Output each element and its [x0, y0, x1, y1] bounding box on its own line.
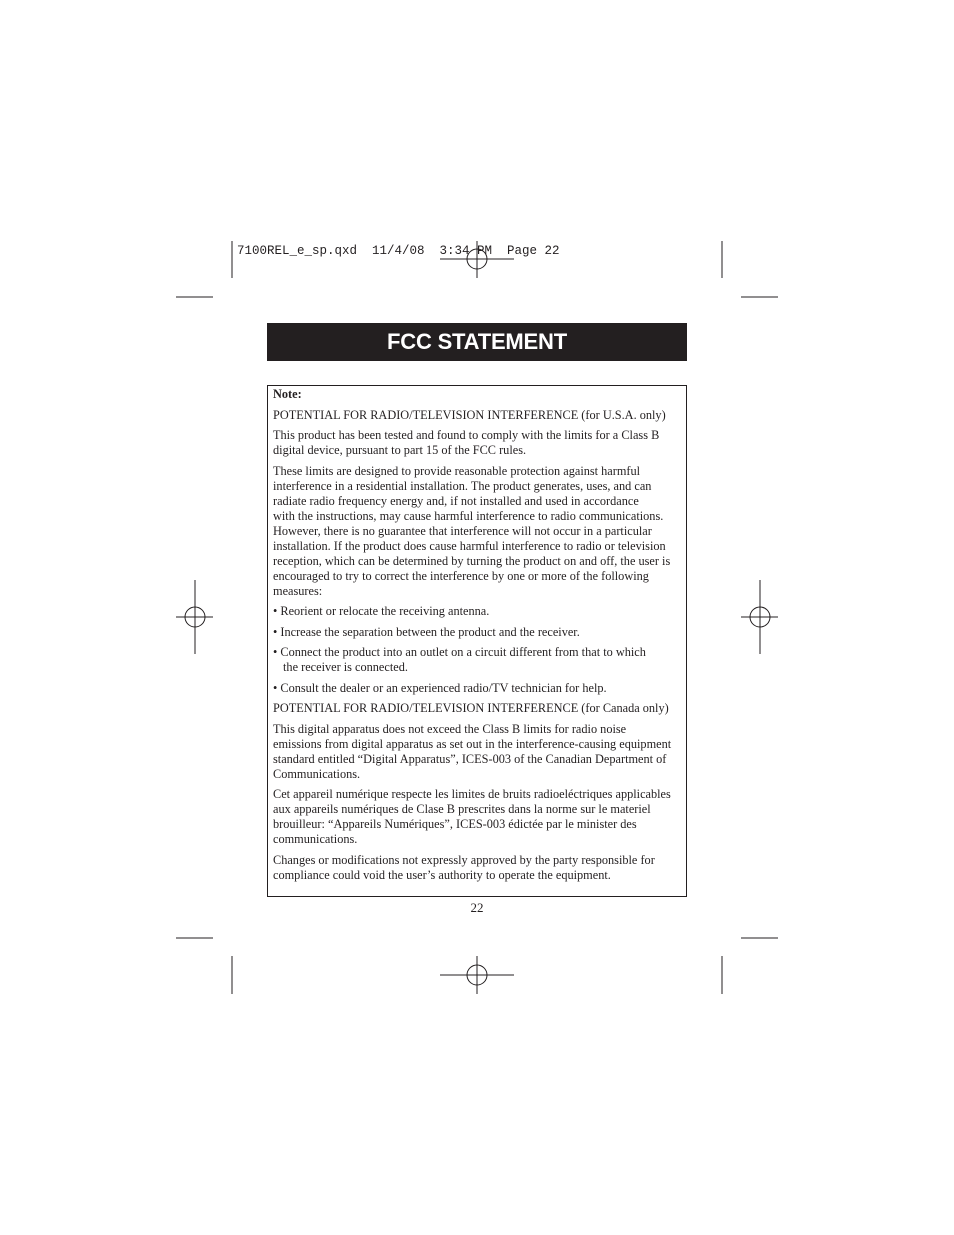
text-line: encouraged to try to correct the interference by one or more of the following — [273, 568, 649, 583]
closing-paragraph — [273, 853, 685, 883]
note-label-block — [273, 387, 685, 402]
bullet-text-line: • Consult the dealer or an experienced radio/TV technician for help. — [273, 680, 607, 695]
text-line: installation. If the product does cause harmful interference to radio or television — [273, 538, 666, 553]
canada-heading-block — [273, 701, 685, 716]
us-heading: POTENTIAL FOR RADIO/TELEVISION INTERFERENCE (for U.S.A. only) — [273, 407, 666, 422]
canada-paragraph-french — [273, 787, 685, 847]
canada-paragraph-english — [273, 722, 685, 782]
note-label: Note: — [273, 387, 302, 401]
text-line: reception, which can be determined by turning the product on and off, the user is — [273, 553, 671, 568]
text-line: Cet appareil numérique respecte les limites de bruits radioeléctriques applicables — [273, 787, 671, 801]
text-line: emissions from digital apparatus as set out in the interference-causing equipment — [273, 736, 672, 751]
text-line: radiate radio frequency energy and, if not installed and used in accordance — [273, 493, 639, 508]
text-line: aux appareils numériques de Clase B prescrites dans la norme sur le materiel — [273, 802, 651, 816]
measure-item-consult — [273, 681, 685, 696]
canada-heading: POTENTIAL FOR RADIO/TELEVISION INTERFERENCE (for Canada only) — [273, 701, 669, 715]
measure-item-outlet — [273, 645, 685, 675]
text-line: digital device, pursuant to part 15 of the FCC rules. — [273, 443, 527, 457]
measure-item-reorient — [273, 604, 685, 619]
registration-mark-bottom — [440, 956, 514, 994]
text-line: Changes or modifications not expressly approved by the party responsible for — [273, 852, 655, 867]
text-line: with the instructions, may cause harmful interference to radio communications. — [273, 508, 664, 523]
text-line: measures: — [273, 583, 323, 598]
text-line: compliance could void the user’s authority to operate the equipment. — [273, 867, 611, 882]
page-title: FCC STATEMENT — [387, 329, 567, 354]
text-line: interference in a residential installation. The product generates, uses, and can — [273, 478, 652, 493]
text-line: Communications. — [273, 766, 361, 781]
bullet-text-line: • Increase the separation between the product and the receiver. — [273, 624, 580, 639]
bullet-text-line: • Connect the product into an outlet on a circuit different from that to which — [273, 645, 646, 659]
section-header-bar — [267, 323, 687, 361]
text-line: However, there is no guarantee that interference will not occur in a particular — [273, 523, 652, 538]
measure-item-separation — [273, 625, 685, 640]
text-line: standard entitled “Digital Apparatus”, ICES-003 of the Canadian Department of — [273, 751, 667, 766]
registration-mark-left — [176, 580, 213, 654]
us-paragraph-compliance — [273, 428, 685, 458]
text-line: These limits are designed to provide reasonable protection against harmful — [273, 463, 641, 478]
text-line: This digital apparatus does not exceed the Class B limits for radio noise — [273, 721, 627, 736]
us-heading-block — [273, 408, 685, 423]
bullet-continuation-line: the receiver is connected. — [283, 660, 408, 674]
text-line: This product has been tested and found to comply with the limits for a Class B — [273, 428, 660, 442]
text-line: brouilleur: “Appareils Numériques”, ICES-003 édictée par le minister des — [273, 817, 637, 831]
print-slug-line: 7100REL_e_sp.qxd 11/4/08 3:34 PM Page 22 — [237, 244, 560, 258]
bullet-text-line: • Reorient or relocate the receiving antenna. — [273, 604, 490, 618]
us-paragraph-limits — [273, 464, 685, 599]
registration-mark-right — [741, 580, 778, 654]
notice-text — [273, 387, 685, 883]
page-number: 22 — [470, 900, 484, 915]
text-line: communications. — [273, 832, 358, 846]
